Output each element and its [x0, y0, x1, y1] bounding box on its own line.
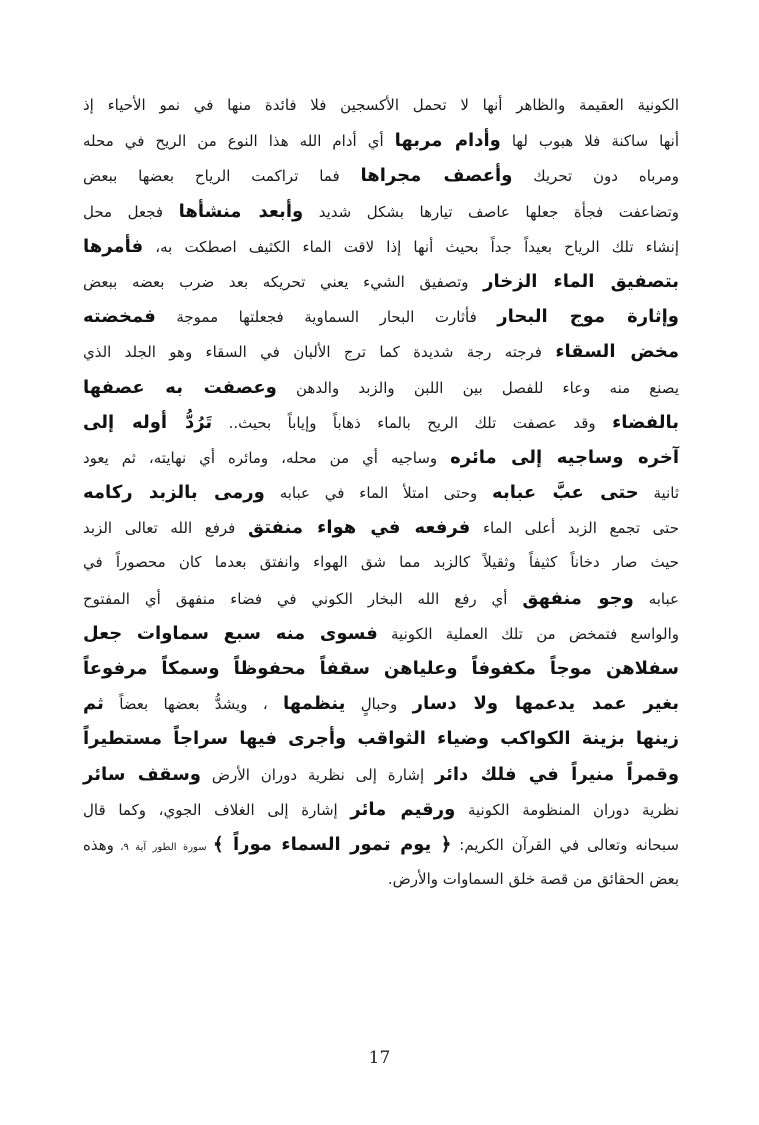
text-segment: وهذه [83, 835, 114, 854]
text-line [83, 405, 679, 440]
text-line [83, 862, 679, 897]
text-segment: وتصفيق الشيء يعني تحريكه بعد ضرب بعضه ببعض [83, 272, 484, 291]
text-line [83, 721, 679, 756]
page-number: 17 [368, 1048, 391, 1068]
text-line [83, 88, 679, 123]
emphasized-phrase: وأبعد منشأها [178, 200, 304, 222]
emphasized-phrase: وإثارة موج البحار [497, 306, 679, 328]
emphasized-phrase: وقمراً منيراً في فلك دائر [434, 763, 680, 785]
text-segment: وقد عصفت تلك الريح بالماء ذهاباً وإياباً بحيث.. [212, 413, 613, 432]
text-segment: حتى تجمع الزبد أعلى الماء [470, 519, 679, 538]
emphasized-phrase: بغير عمد يدعمها ولا دسار [412, 693, 679, 715]
text-line [83, 299, 679, 334]
text-segment: نظرية دوران المنظومة الكونية [455, 800, 679, 819]
emphasized-phrase: مخض السقاء [555, 341, 679, 363]
text-segment: ثانية [638, 484, 679, 503]
emphasized-phrase: وسقف سائر [83, 763, 202, 785]
emphasized-phrase: سفلاهن موجاً مكفوفاً وعلياهن سقفاً محفوظاً وسمكاً مرفوعاً [83, 658, 679, 679]
text-segment: ، ويشدُّ بعضها بعضاً [103, 695, 284, 714]
text-segment: إشارة إلى نظرية دوران الأرض [201, 765, 435, 784]
text-segment: أي رفع الله البخار الكوني في فضاء منفهق أي المفتوح [83, 589, 523, 608]
text-line [83, 510, 679, 545]
text-line [83, 264, 679, 299]
text-segment: ومرباه دون تحريك [512, 167, 679, 186]
text-line [83, 792, 679, 827]
text-line [83, 827, 679, 862]
text-line [83, 581, 679, 616]
text-line [83, 194, 679, 229]
text-segment: سبحانه وتعالى في القرآن الكريم: [451, 835, 679, 854]
emphasized-phrase: وجو منفهق [522, 587, 634, 609]
text-segment: إشارة إلى الغلاف الجوي، وكما قال [83, 800, 351, 819]
emphasized-phrase: زينها بزينة الكواكب وضياء الثواقب وأجرى فيها سراجاً مستطيراً [83, 728, 679, 750]
emphasized-phrase: فمخضته [83, 306, 156, 328]
text-segment: الكونية العقيمة والظاهر أنها لا تحمل الأكسجين فلا فائدة منها في نمو الأحياء إذ [83, 96, 679, 114]
emphasized-phrase: ورقيم مائر [350, 798, 456, 820]
text-segment: أنها ساكنة فلا هبوب لها [500, 132, 679, 151]
emphasized-phrase: ثم [83, 693, 104, 715]
text-line [83, 229, 679, 264]
emphasized-phrase: ورمى بالزبد ركامه [83, 482, 265, 504]
text-segment: وحبالٍ [345, 695, 413, 714]
text-segment: فرجته رجة شديدة كما ترج الألبان في السقاء وهو الجلد الذي [83, 343, 556, 362]
text-segment: وتضاعفت فجأة جعلها عاصف تيارها بشكل شديد [303, 202, 680, 221]
text-segment: حيث صار دخاناً كثيفاً وثقيلاً كالزبد مما شق الهواء وانفتق بعدما كان محصوراً في [83, 553, 679, 572]
emphasized-phrase: وعصفت به عصفها [83, 376, 277, 398]
text-line [83, 651, 679, 686]
emphasized-phrase: آخره وساجيه إلى مائره [450, 446, 680, 468]
text-segment: أي أدام الله هذا النوع من الريح في محله [83, 132, 395, 151]
text-line [83, 475, 679, 510]
text-segment: فأثارت البحار السماوية فجعلتها مموجة [155, 308, 498, 327]
body-text [83, 88, 679, 897]
emphasized-phrase: ينظمها [283, 693, 346, 715]
text-segment: وحتى امتلأ الماء في عبابه [264, 484, 493, 503]
text-line [83, 545, 679, 580]
emphasized-phrase: بتصفيق الماء الزخار [483, 270, 679, 292]
text-segment: والواسع فتمخض من تلك العملية الكونية [377, 624, 679, 643]
text-segment: بعض الحقائق من قصة خلق السماوات والأرض. [387, 870, 679, 889]
emphasized-phrase: فرفعه في هواء منفتق [247, 517, 471, 539]
emphasized-phrase: بالفضاء [612, 411, 679, 433]
emphasized-phrase: حتى عبَّ عبابه [492, 482, 639, 504]
emphasized-phrase: فأمرها [83, 235, 144, 257]
emphasized-phrase: ﴿ يوم تمور السماء موراً ﴾ [212, 833, 452, 855]
text-segment: فرفع الله تعالى الزبد [83, 519, 248, 538]
text-segment: فما تراكمت الرياح بعضها ببعض [83, 167, 361, 186]
text-segment: إنشاء تلك الرياح بعيداً جداً بحيث أنها إذا لاقت الماء الكثيف اصطكت به، [143, 237, 679, 256]
text-segment: يصنع منه وعاء للفصل بين اللبن والزبد والدهن [276, 378, 679, 397]
text-segment: سورة الطور آية ٩، [113, 841, 213, 853]
emphasized-phrase: فسوى منه سبع سماوات جعل [83, 622, 378, 644]
text-line [83, 757, 679, 792]
text-line [83, 123, 679, 158]
text-line [83, 334, 679, 369]
text-line [83, 370, 679, 405]
emphasized-phrase: تَرُدُّ أوله إلى [83, 411, 213, 433]
emphasized-phrase: وأعصف مجراها [360, 165, 513, 187]
text-line [83, 440, 679, 475]
emphasized-phrase: وأدام مربها [394, 130, 501, 152]
text-line [83, 158, 679, 193]
text-segment: عبابه [633, 589, 679, 608]
text-line [83, 616, 679, 651]
text-line [83, 686, 679, 721]
text-segment: وساجيه أي من محله، ومائره أي نهايته، ثم يعود [83, 448, 451, 467]
text-segment: فجعل محل [83, 202, 179, 221]
